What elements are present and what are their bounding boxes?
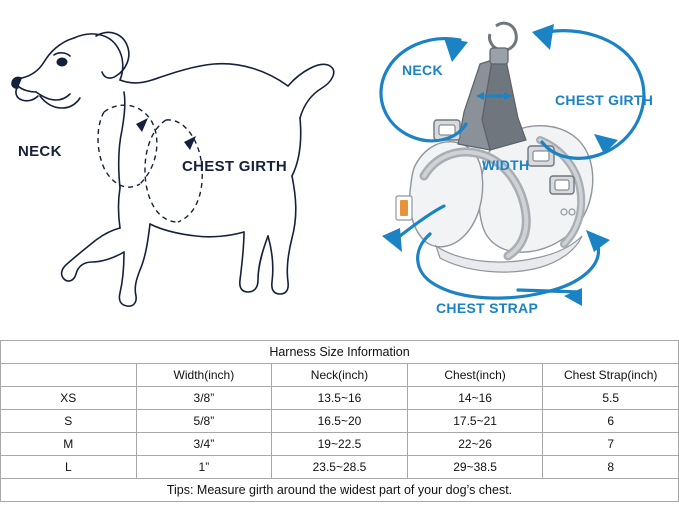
cell-chest: 29~38.5	[407, 456, 543, 479]
harness-size-table	[0, 341, 679, 502]
cell-neck: 19~22.5	[272, 433, 408, 456]
cell-neck: 23.5~28.5	[272, 456, 408, 479]
label-chest-strap: CHEST STRAP	[436, 300, 539, 316]
cell-chest: 14~16	[407, 387, 543, 410]
cell-width: 1”	[136, 456, 272, 479]
header-chest: Chest(inch)	[407, 364, 543, 387]
table-title-row	[1, 341, 679, 364]
label-neck-left: NECK	[18, 143, 62, 160]
label-chest-girth-left: CHEST GIRTH	[182, 158, 287, 175]
cell-chest: 17.5~21	[407, 410, 543, 433]
size-information-table	[0, 340, 679, 506]
dog-side-view-measurement-diagram	[0, 0, 340, 340]
table-row	[1, 387, 679, 410]
cell-chest-strap: 8	[543, 456, 679, 479]
cell-chest: 22~26	[407, 433, 543, 456]
cell-chest-strap: 5.5	[543, 387, 679, 410]
table-row	[1, 456, 679, 479]
header-width: Width(inch)	[136, 364, 272, 387]
cell-size: L	[1, 456, 137, 479]
header-size	[1, 364, 137, 387]
table-row	[1, 410, 679, 433]
cell-width: 3/8”	[136, 387, 272, 410]
cell-neck: 13.5~16	[272, 387, 408, 410]
cell-width: 3/4”	[136, 433, 272, 456]
header-chest-strap: Chest Strap(inch)	[543, 364, 679, 387]
cell-size: S	[1, 410, 137, 433]
cell-neck: 16.5~20	[272, 410, 408, 433]
dog-outline-drawing	[0, 0, 340, 340]
cell-size: M	[1, 433, 137, 456]
harness-product-measurement-diagram	[340, 0, 679, 340]
table-tips-row	[1, 479, 679, 502]
cell-size: XS	[1, 387, 137, 410]
label-chest-girth-right: CHEST GIRTH	[555, 92, 654, 108]
table-title: Harness Size Information	[1, 341, 679, 364]
cell-chest-strap: 7	[543, 433, 679, 456]
table-tips: Tips: Measure girth around the widest part of your dog’s chest.	[1, 479, 679, 502]
table-header-row	[1, 364, 679, 387]
table-row	[1, 433, 679, 456]
cell-width: 5/8”	[136, 410, 272, 433]
cell-chest-strap: 6	[543, 410, 679, 433]
label-neck-right: NECK	[402, 62, 443, 78]
header-neck: Neck(inch)	[272, 364, 408, 387]
label-width: WIDTH	[482, 157, 530, 173]
